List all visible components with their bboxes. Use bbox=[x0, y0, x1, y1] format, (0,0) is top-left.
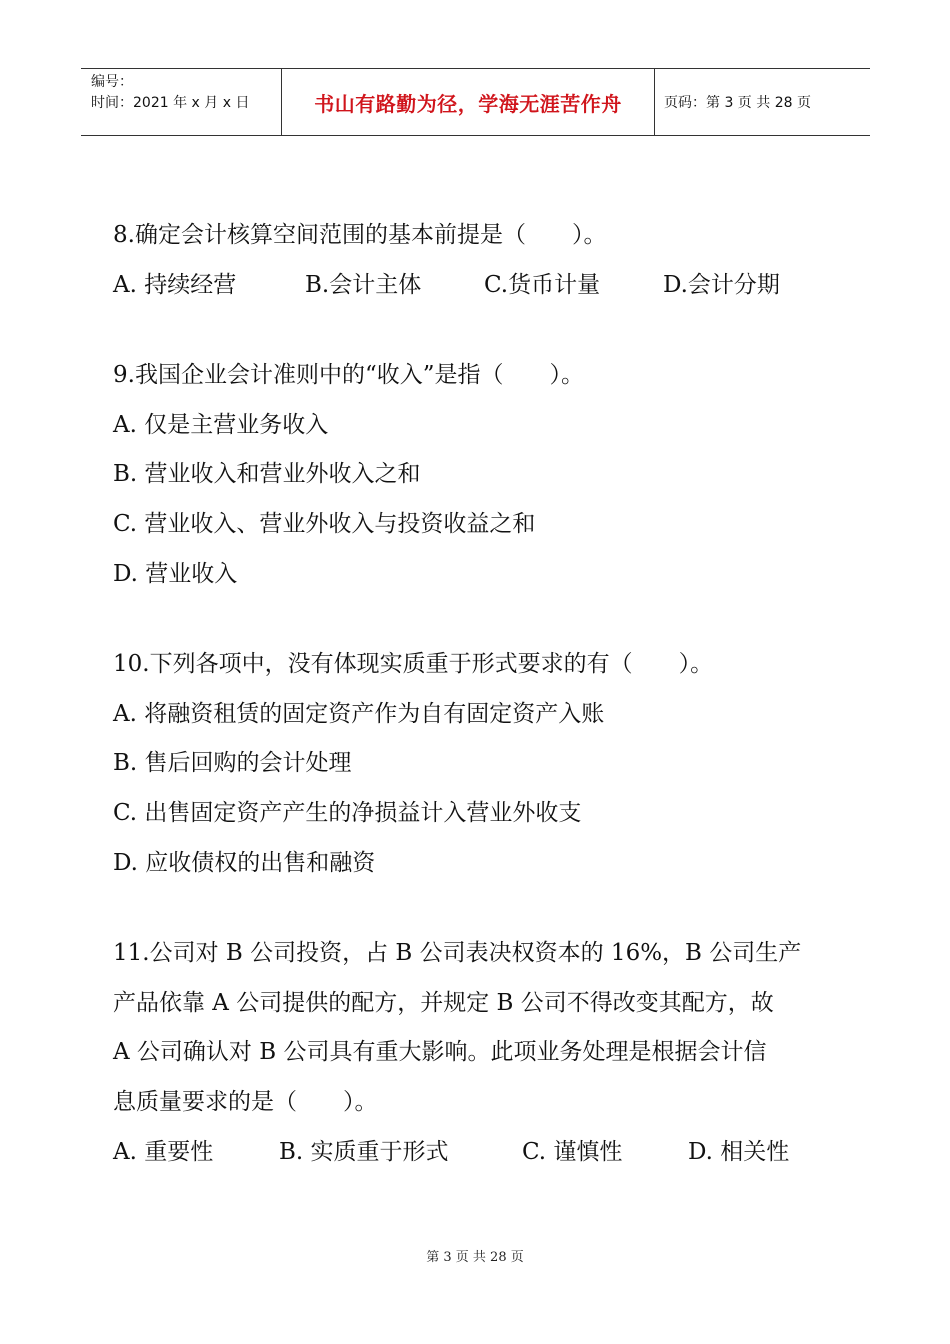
header-motto: 书山有路勤为径，学海无涯苦作舟 bbox=[282, 69, 655, 135]
option-d: D. 应收债权的出售和融资 bbox=[113, 849, 376, 876]
page-header bbox=[81, 68, 870, 136]
header-page-info: 页码：第 3 页 共 28 页 bbox=[664, 95, 811, 111]
option-b: B. 实质重于形式 bbox=[279, 1138, 449, 1165]
option-d: D. 相关性 bbox=[688, 1138, 790, 1165]
question-stem-line-3: A 公司确认对 B 公司具有重大影响。此项业务处理是根据会计信 bbox=[113, 1039, 767, 1066]
option-a: A. 持续经营 bbox=[113, 271, 237, 298]
option-d: D. 营业收入 bbox=[113, 560, 238, 587]
option-a: A. 将融资租赁的固定资产作为自有固定资产入账 bbox=[113, 700, 605, 727]
option-b: B. 营业收入和营业外收入之和 bbox=[113, 461, 421, 488]
question-stem-line-4: 息质量要求的是（ ）。 bbox=[113, 1088, 378, 1115]
question-stem: 8.确定会计核算空间范围的基本前提是（ ）。 bbox=[113, 222, 607, 248]
question-11 bbox=[113, 929, 843, 1177]
question-10 bbox=[113, 640, 843, 888]
question-stem-line-2: 产品依靠 A 公司提供的配方，并规定 B 公司不得改变其配方，故 bbox=[113, 989, 774, 1016]
option-a: A. 重要性 bbox=[113, 1138, 214, 1165]
option-d: D.会计分期 bbox=[663, 271, 780, 298]
option-b: B. 售后回购的会计处理 bbox=[113, 750, 352, 777]
header-meta bbox=[81, 69, 282, 135]
question-9 bbox=[113, 351, 843, 599]
number-label: 编号： bbox=[91, 74, 133, 90]
option-c: C.货币计量 bbox=[484, 271, 601, 298]
question-stem: 9.我国企业会计准则中的“收入”是指（ ）。 bbox=[113, 362, 584, 389]
option-c: C. 出售固定资产产生的净损益计入营业外收支 bbox=[113, 799, 582, 826]
question-list bbox=[113, 211, 843, 1218]
option-c: C. 谨慎性 bbox=[522, 1138, 623, 1165]
time-label: 时间：2021 年 x 月 x 日 bbox=[91, 95, 250, 111]
option-row bbox=[113, 261, 843, 311]
option-row bbox=[113, 1128, 843, 1178]
question-8 bbox=[113, 211, 843, 310]
option-b: B.会计主体 bbox=[305, 271, 422, 298]
option-c: C. 营业收入、营业外收入与投资收益之和 bbox=[113, 510, 536, 537]
option-a: A. 仅是主营业务收入 bbox=[113, 411, 329, 438]
question-stem: 10.下列各项中，没有体现实质重于形式要求的有（ ）。 bbox=[113, 651, 714, 678]
question-stem-line-1: 11.公司对 B 公司投资，占 B 公司表决权资本的 16%，B 公司生产 bbox=[113, 940, 802, 967]
page-footer: 第 3 页 共 28 页 bbox=[426, 1250, 524, 1265]
